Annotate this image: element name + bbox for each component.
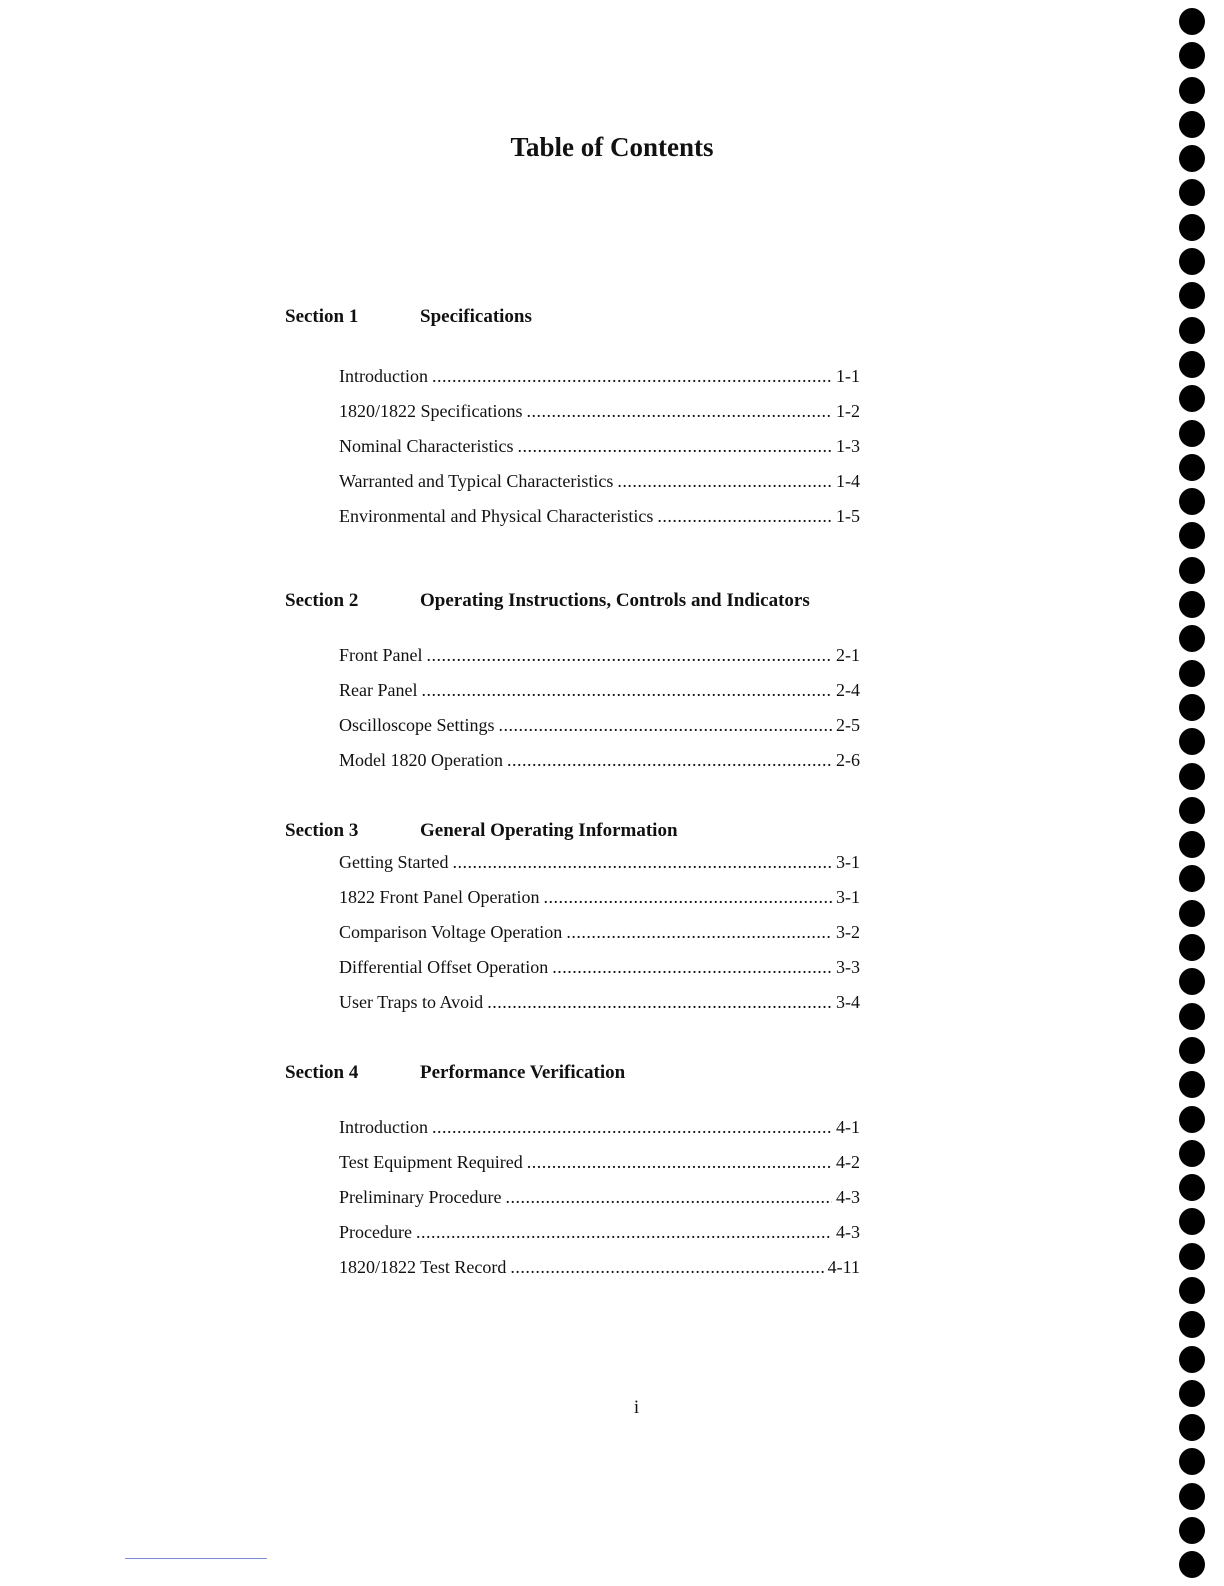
- punch-hole: [1179, 1517, 1205, 1544]
- entry-label: Warranted and Typical Characteristics: [339, 471, 614, 491]
- punch-hole: [1179, 1003, 1205, 1030]
- punch-hole: [1179, 522, 1205, 549]
- toc-entry[interactable]: [339, 852, 860, 887]
- punch-hole: [1179, 763, 1205, 790]
- punch-hole: [1179, 351, 1205, 378]
- punch-hole: [1179, 248, 1205, 275]
- dot-leader: [510, 1257, 823, 1278]
- binding-holes: [1179, 8, 1209, 1586]
- section-title: General Operating Information: [420, 820, 678, 841]
- dot-leader: [427, 645, 833, 666]
- entry-label: Test Equipment Required: [339, 1152, 523, 1172]
- punch-hole: [1179, 694, 1205, 721]
- dot-leader: [657, 506, 832, 527]
- section-number: Section 2: [285, 590, 359, 611]
- punch-hole: [1179, 1551, 1205, 1578]
- entry-label: Oscilloscope Settings: [339, 715, 495, 735]
- punch-hole: [1179, 1106, 1205, 1133]
- entry-page: 3-2: [836, 922, 860, 942]
- punch-hole: [1179, 660, 1205, 687]
- dot-leader: [505, 1187, 832, 1208]
- punch-hole: [1179, 1140, 1205, 1167]
- section-title: Performance Verification: [420, 1062, 626, 1083]
- section-entries: [339, 645, 860, 785]
- section-heading: [285, 306, 885, 332]
- dot-leader: [432, 1117, 832, 1138]
- punch-hole: [1179, 179, 1205, 206]
- entry-page: 3-3: [836, 957, 860, 977]
- punch-hole: [1179, 1483, 1205, 1510]
- section-heading: [285, 590, 885, 616]
- punch-hole: [1179, 1174, 1205, 1201]
- toc-entry[interactable]: [339, 750, 860, 785]
- page-number: i: [633, 1397, 640, 1418]
- entry-label: Nominal Characteristics: [339, 436, 514, 456]
- punch-hole: [1179, 1380, 1205, 1407]
- entry-page: 3-4: [836, 992, 860, 1012]
- punch-hole: [1179, 8, 1205, 35]
- punch-hole: [1179, 111, 1205, 138]
- dot-leader: [499, 715, 833, 736]
- dot-leader: [517, 436, 832, 457]
- toc-section-4: [285, 1062, 885, 1277]
- entry-label: 1820/1822 Specifications: [339, 401, 523, 421]
- dot-leader: [566, 922, 832, 943]
- entry-label: Procedure: [339, 1222, 412, 1242]
- section-number: Section 1: [285, 306, 359, 327]
- punch-hole: [1179, 1414, 1205, 1441]
- punch-hole: [1179, 1448, 1205, 1475]
- punch-hole: [1179, 865, 1205, 892]
- section-number: Section 3: [285, 820, 359, 841]
- entry-page: 3-1: [836, 887, 860, 907]
- punch-hole: [1179, 831, 1205, 858]
- punch-hole: [1179, 282, 1205, 309]
- entry-label: Introduction: [339, 366, 428, 386]
- dot-leader: [552, 957, 832, 978]
- punch-hole: [1179, 557, 1205, 584]
- punch-hole: [1179, 1071, 1205, 1098]
- entry-label: Preliminary Procedure: [339, 1187, 502, 1207]
- entry-label: Getting Started: [339, 852, 449, 872]
- dot-leader: [421, 680, 832, 701]
- entry-page: 1-2: [836, 401, 860, 421]
- dot-leader: [452, 852, 832, 873]
- entry-page: 1-1: [836, 366, 860, 386]
- punch-hole: [1179, 385, 1205, 412]
- section-heading: [285, 820, 885, 846]
- section-entries: [339, 852, 860, 1027]
- punch-hole: [1179, 145, 1205, 172]
- toc-entry[interactable]: [339, 922, 860, 957]
- punch-hole: [1179, 1277, 1205, 1304]
- toc-entry[interactable]: [339, 887, 860, 922]
- entry-page: 4-2: [836, 1152, 860, 1172]
- entry-page: 3-1: [836, 852, 860, 872]
- dot-leader: [432, 366, 832, 387]
- page-title: Table of Contents: [510, 132, 714, 162]
- entry-page: 4-1: [836, 1117, 860, 1137]
- toc-entry[interactable]: [339, 1187, 860, 1222]
- entry-page: 4-11: [827, 1257, 860, 1277]
- punch-hole: [1179, 1037, 1205, 1064]
- toc-entry[interactable]: [339, 715, 860, 750]
- entry-page: 4-3: [836, 1187, 860, 1207]
- entry-label: 1820/1822 Test Record: [339, 1257, 507, 1277]
- scan-artifact-line: [125, 1558, 267, 1559]
- entry-label: Environmental and Physical Characteristics: [339, 506, 654, 526]
- punch-hole: [1179, 214, 1205, 241]
- entry-label: User Traps to Avoid: [339, 992, 484, 1012]
- dot-leader: [507, 750, 832, 771]
- punch-hole: [1179, 625, 1205, 652]
- section-entries: [339, 1117, 860, 1292]
- entry-label: Front Panel: [339, 645, 423, 665]
- toc-section-2: [285, 590, 885, 770]
- entry-page: 1-4: [836, 471, 860, 491]
- toc-entry[interactable]: [339, 506, 860, 541]
- entry-page: 1-5: [836, 506, 860, 526]
- dot-leader: [526, 401, 832, 422]
- entry-label: Introduction: [339, 1117, 428, 1137]
- toc-entry[interactable]: [339, 366, 860, 401]
- section-title: Specifications: [420, 306, 532, 327]
- punch-hole: [1179, 728, 1205, 755]
- entry-label: Rear Panel: [339, 680, 418, 700]
- toc-entry[interactable]: [339, 436, 860, 471]
- punch-hole: [1179, 454, 1205, 481]
- entry-page: 2-1: [836, 645, 860, 665]
- punch-hole: [1179, 934, 1205, 961]
- toc-section-1: [285, 306, 885, 526]
- dot-leader: [617, 471, 832, 492]
- section-number: Section 4: [285, 1062, 359, 1083]
- punch-hole: [1179, 1243, 1205, 1270]
- entry-label: Comparison Voltage Operation: [339, 922, 563, 942]
- punch-hole: [1179, 488, 1205, 515]
- punch-hole: [1179, 1208, 1205, 1235]
- punch-hole: [1179, 1346, 1205, 1373]
- toc-entry[interactable]: [339, 680, 860, 715]
- section-title: Operating Instructions, Controls and Indicators: [420, 590, 810, 611]
- toc-entry[interactable]: [339, 1152, 860, 1187]
- punch-hole: [1179, 797, 1205, 824]
- entry-page: 4-3: [836, 1222, 860, 1242]
- toc-entry[interactable]: [339, 992, 860, 1027]
- punch-hole: [1179, 42, 1205, 69]
- toc-entry[interactable]: [339, 1222, 860, 1257]
- entry-label: Differential Offset Operation: [339, 957, 549, 977]
- section-heading: [285, 1062, 885, 1088]
- dot-leader: [527, 1152, 832, 1173]
- punch-hole: [1179, 77, 1205, 104]
- entry-label: Model 1820 Operation: [339, 750, 503, 770]
- dot-leader: [543, 887, 832, 908]
- entry-page: 2-4: [836, 680, 860, 700]
- punch-hole: [1179, 968, 1205, 995]
- punch-hole: [1179, 420, 1205, 447]
- dot-leader: [416, 1222, 832, 1243]
- entry-page: 2-5: [836, 715, 860, 735]
- toc-entry[interactable]: [339, 471, 860, 506]
- punch-hole: [1179, 900, 1205, 927]
- toc-entry[interactable]: [339, 401, 860, 436]
- entry-page: 2-6: [836, 750, 860, 770]
- punch-hole: [1179, 1311, 1205, 1338]
- entry-label: 1822 Front Panel Operation: [339, 887, 540, 907]
- toc-entry[interactable]: [339, 957, 860, 992]
- toc-entry[interactable]: [339, 1117, 860, 1152]
- toc-entry[interactable]: [339, 645, 860, 680]
- entry-page: 1-3: [836, 436, 860, 456]
- toc-section-3: [285, 820, 885, 1012]
- punch-hole: [1179, 317, 1205, 344]
- dot-leader: [487, 992, 832, 1013]
- toc-entry[interactable]: [339, 1257, 860, 1292]
- punch-hole: [1179, 591, 1205, 618]
- section-entries: [339, 366, 860, 541]
